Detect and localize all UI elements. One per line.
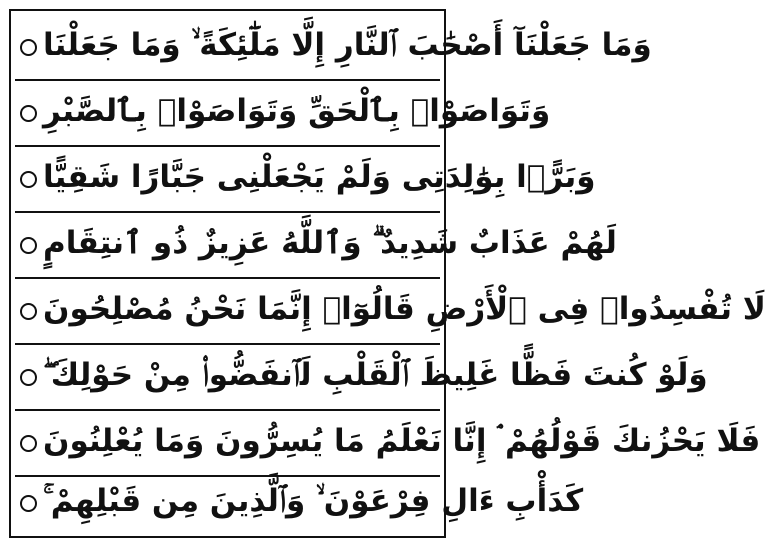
verse-text: فَلَا يَحْزُنكَ قَوْلُهُمْ ۘ إِنَّا نَعْلَمُ مَا يُسِرُّونَ وَمَا يُعْلِنُونَ bbox=[43, 423, 761, 460]
verse-row bbox=[15, 345, 708, 411]
verse-text: لَهُمْ عَذَابٌ شَدِيدٌ ۗ وَٱللَّهُ عَزِيزٌ ذُو ٱنتِقَامٍ bbox=[43, 225, 617, 262]
verse-text: لَا تُفْسِدُوا۟ فِى ٱلْأَرْضِ قَالُوٓا۟ إِنَّمَا نَحْنُ مُصْلِحُونَ bbox=[43, 291, 766, 328]
verse-sheet bbox=[9, 9, 766, 538]
circle-marker-icon bbox=[20, 39, 37, 56]
verse-row bbox=[15, 147, 596, 213]
circle-marker-icon bbox=[20, 237, 37, 254]
verse-row bbox=[15, 473, 584, 533]
circle-marker-icon bbox=[20, 435, 37, 452]
verse-row bbox=[15, 81, 551, 147]
verse-text: وَلَوْ كُنتَ فَظًّا غَلِيظَ ٱلْقَلْبِ لَٱنفَضُّوا۟ مِنْ حَوْلِكَ ۖ bbox=[43, 357, 708, 394]
circle-marker-icon bbox=[20, 495, 37, 512]
verse-row bbox=[15, 213, 617, 279]
circle-marker-icon bbox=[20, 303, 37, 320]
verse-row bbox=[15, 279, 766, 345]
verse-text: وَمَا جَعَلْنَآ أَصْحَٰبَ ٱلنَّارِ إِلَّا مَلَٰٓئِكَةً ۙ وَمَا جَعَلْنَا bbox=[43, 27, 652, 64]
circle-marker-icon bbox=[20, 171, 37, 188]
verse-text: وَبَرًّۢا بِوَٰلِدَتِى وَلَمْ يَجْعَلْنِى جَبَّارًا شَقِيًّا bbox=[43, 159, 596, 196]
circle-marker-icon bbox=[20, 105, 37, 122]
verse-text: كَدَأْبِ ءَالِ فِرْعَوْنَ ۙ وَٱلَّذِينَ مِن قَبْلِهِمْ ۚ bbox=[43, 483, 584, 520]
verse-text: وَتَوَاصَوْا۟ بِٱلْحَقِّ وَتَوَاصَوْا۟ بِٱلصَّبْرِ bbox=[43, 93, 551, 130]
verse-row bbox=[15, 411, 761, 477]
verse-row bbox=[15, 15, 652, 81]
circle-marker-icon bbox=[20, 369, 37, 386]
